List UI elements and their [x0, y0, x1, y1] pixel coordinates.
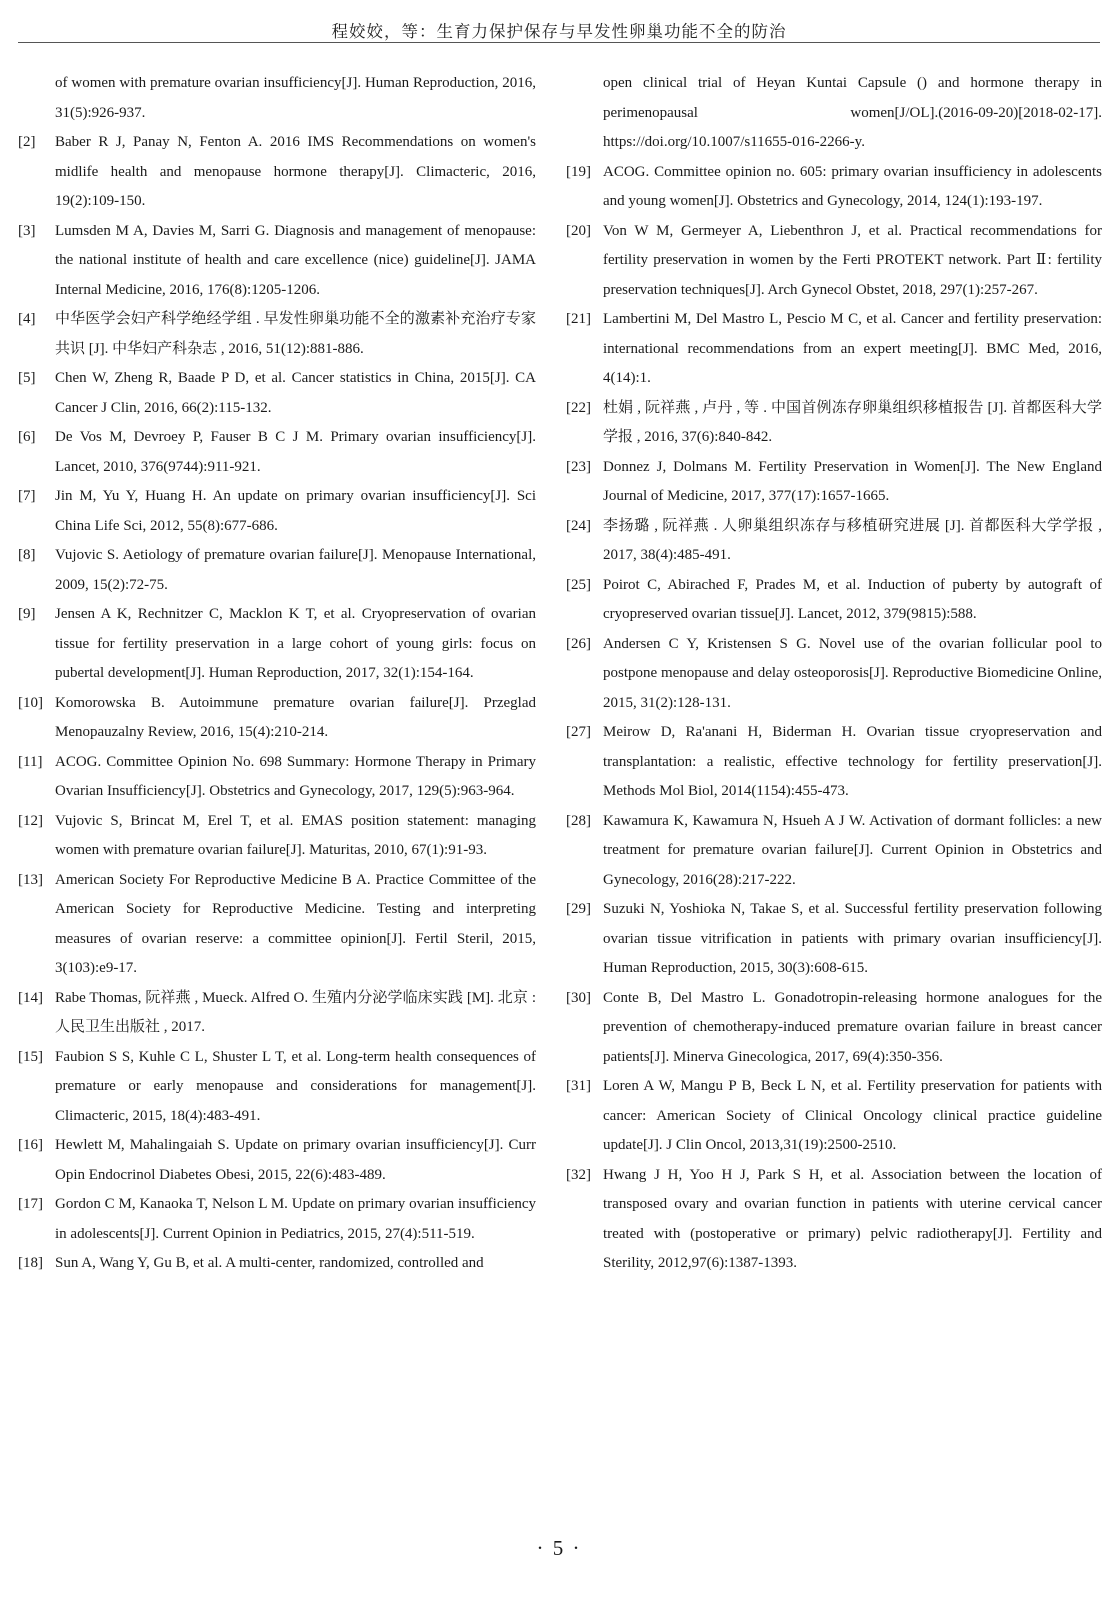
reference-text: Komorowska B. Autoimmune premature ovarian failure[J]. Przeglad Menopauzalny Review, 2016, 15(4):210-214. — [55, 694, 536, 740]
reference-text: Conte B, Del Mastro L. Gonadotropin-releasing hormone analogues for the prevention of chemotherapy-induced premature ovarian failure in breast cancer patients[J]. Minerva Ginecologica, 2017, 69(4):350-356. — [603, 989, 1102, 1065]
reference-number: [9] — [18, 606, 36, 622]
reference-number: [28] — [566, 812, 591, 829]
reference-item — [566, 630, 1102, 719]
reference-item — [18, 69, 536, 128]
reference-text: Lumsden M A, Davies M, Sarri G. Diagnosis and management of menopause: the national institute of health and care excellence (nice) guideline[J]. JAMA Internal Medicine, 2016, 176(8):1205-1206. — [55, 222, 536, 298]
reference-text: Andersen C Y, Kristensen S G. Novel use of the ovarian follicular pool to postpone menopause and delay osteoporosis[J]. Reproductive Biomedicine Online, 2015, 31(2):128-131. — [603, 635, 1102, 711]
reference-item — [566, 807, 1102, 896]
reference-text: De Vos M, Devroey P, Fauser B C J M. Primary ovarian insufficiency[J]. Lancet, 2010, 376(9744):911-921. — [55, 429, 536, 475]
reference-text: Sun A, Wang Y, Gu B, et al. A multi-center, randomized, controlled and — [55, 1255, 484, 1271]
reference-text: open clinical trial of Heyan Kuntai Capsule () and hormone therapy in perimenopausal women[J/OL].(2016-09-20)[2018-02-17]. https://doi.org/10.1007/s11655-016-2266-y. — [603, 75, 1102, 150]
reference-text: 李扬璐 , 阮祥燕 . 人卵巢组织冻存与移植研究进展 [J]. 首都医科大学学报 , 2017, 38(4):485-491. — [603, 517, 1102, 563]
reference-text: American Society For Reproductive Medicine B A. Practice Committee of the American Society for Reproductive Medicine. Testing and interpreting measures of ovarian reserve: a committee opinion[J]. Fertil Steril, 2015, 3(103):e9-17. — [55, 871, 536, 976]
reference-item — [18, 600, 536, 689]
reference-item — [18, 217, 536, 306]
reference-number: [2] — [18, 134, 36, 150]
reference-number: [14] — [18, 989, 43, 1006]
reference-number: [24] — [566, 517, 591, 534]
header-divider — [18, 42, 1100, 43]
reference-number: [3] — [18, 222, 36, 239]
reference-number: [17] — [18, 1196, 43, 1212]
reference-text: Hwang J H, Yoo H J, Park S H, et al. Association between the location of transposed ovary and ovarian function in patients with uterine cervical cancer treated with (postoperative or primary) pelvic radiotherapy[J]. Fertility and Sterility, 2012,97(6):1387-1393. — [603, 1166, 1102, 1271]
reference-number: [6] — [18, 429, 36, 445]
reference-number: [26] — [566, 635, 591, 652]
reference-item — [566, 69, 1102, 158]
reference-text: ACOG. Committee Opinion No. 698 Summary: Hormone Therapy in Primary Ovarian Insufficiency[J]. Obstetrics and Gynecology, 2017, 129(5):963-964. — [55, 753, 536, 799]
reference-item — [18, 689, 536, 748]
reference-item — [18, 1131, 536, 1190]
reference-item — [566, 305, 1102, 394]
reference-number: [4] — [18, 311, 36, 327]
reference-number: [21] — [566, 311, 591, 327]
reference-text: Donnez J, Dolmans M. Fertility Preservation in Women[J]. The New England Journal of Medicine, 2017, 377(17):1657-1665. — [603, 458, 1102, 504]
reference-item — [566, 158, 1102, 217]
reference-text: Vujovic S. Aetiology of premature ovarian failure[J]. Menopause International, 2009, 15(2):72-75. — [55, 547, 536, 593]
reference-item — [18, 866, 536, 984]
reference-column-right — [566, 69, 1102, 1279]
reference-item — [566, 895, 1102, 984]
reference-number: [30] — [566, 989, 591, 1006]
reference-text: Poirot C, Abirached F, Prades M, et al. Induction of puberty by autograft of cryopreserved ovarian tissue[J]. Lancet, 2012, 379(9815):588. — [603, 576, 1102, 622]
reference-number: [11] — [18, 753, 43, 770]
running-header-title: 程姣姣，等：生育力保护保存与早发性卵巢功能不全的防治 — [331, 22, 787, 41]
reference-number: [25] — [566, 576, 591, 593]
reference-item — [18, 423, 536, 482]
reference-item — [566, 1161, 1102, 1279]
reference-text: Rabe Thomas, 阮祥燕 , Mueck. Alfred O. 生殖内分泌学临床实践 [M]. 北京 : 人民卫生出版社 , 2017. — [55, 989, 536, 1035]
reference-text: Baber R J, Panay N, Fenton A. 2016 IMS Recommendations on women's midlife health and menopause hormone therapy[J]. Climacteric, 2016, 19(2):109-150. — [55, 134, 536, 209]
reference-number: [18] — [18, 1255, 43, 1271]
reference-text: 中华医学会妇产科学绝经学组 . 早发性卵巢功能不全的激素补充治疗专家共识 [J]. 中华妇产科杂志 , 2016, 51(12):881-886. — [55, 311, 536, 357]
reference-number: [7] — [18, 488, 36, 504]
reference-text: Jin M, Yu Y, Huang H. An update on primary ovarian insufficiency[J]. Sci China Life Sci, 2012, 55(8):677-686. — [55, 488, 536, 534]
reference-item — [18, 482, 536, 541]
reference-item — [18, 364, 536, 423]
reference-number: [23] — [566, 458, 591, 475]
reference-text: Meirow D, Ra'anani H, Biderman H. Ovarian tissue cryopreservation and transplantation: a realistic, effective technology for fertility preservation[J]. Methods Mol Biol, 2014(1154):455-473. — [603, 724, 1102, 799]
reference-text: Suzuki N, Yoshioka N, Takae S, et al. Successful fertility preservation following ovarian tissue vitrification in patients with primary ovarian insufficiency[J]. Human Reproduction, 2015, 30(3):608-615. — [603, 901, 1102, 976]
reference-text: Von W M, Germeyer A, Liebenthron J, et al. Practical recommendations for fertility preservation in women by the Ferti PROTEKT network. Part Ⅱ: fertility preservation techniques[J]. Arch Gynecol Obstet, 2018, 297(1):257-267. — [603, 222, 1102, 298]
reference-number: [8] — [18, 547, 36, 563]
reference-item — [566, 453, 1102, 512]
reference-item — [18, 748, 536, 807]
reference-number: [20] — [566, 222, 591, 239]
reference-text: Kawamura K, Kawamura N, Hsueh A J W. Activation of dormant follicles: a new treatment for premature ovarian failure[J]. Current Opinion in Obstetrics and Gynecology, 2016(28):217-222. — [603, 812, 1102, 888]
reference-text: Loren A W, Mangu P B, Beck L N, et al. Fertility preservation for patients with cancer: American Society of Clinical Oncology clinical practice guideline update[J]. J Clin Oncol, 2013,31(19):2500-2510. — [603, 1078, 1102, 1153]
reference-item — [18, 1249, 536, 1279]
reference-number: [12] — [18, 812, 43, 829]
reference-column-left — [18, 69, 536, 1279]
reference-item — [18, 1190, 536, 1249]
reference-number: [31] — [566, 1078, 591, 1094]
reference-text: Vujovic S, Brincat M, Erel T, et al. EMAS position statement: managing women with premature ovarian failure[J]. Maturitas, 2010, 67(1):91-93. — [55, 812, 536, 858]
reference-item — [566, 571, 1102, 630]
reference-text: of women with premature ovarian insufficiency[J]. Human Reproduction, 2016, 31(5):926-937. — [55, 75, 536, 121]
reference-number: [32] — [566, 1166, 591, 1183]
reference-item — [566, 394, 1102, 453]
reference-number: [16] — [18, 1137, 43, 1153]
reference-item — [18, 541, 536, 600]
reference-number: [13] — [18, 871, 43, 888]
reference-text: Jensen A K, Rechnitzer C, Macklon K T, et al. Cryopreservation of ovarian tissue for fertility preservation in a large cohort of young girls: focus on pubertal development[J]. Human Reproduction, 2017, 32(1):154-164. — [55, 606, 536, 681]
reference-number: [10] — [18, 694, 43, 711]
reference-text: Hewlett M, Mahalingaiah S. Update on primary ovarian insufficiency[J]. Curr Opin Endocrinol Diabetes Obesi, 2015, 22(6):483-489. — [55, 1137, 536, 1183]
reference-item — [566, 512, 1102, 571]
page-number: · 5 · — [536, 1536, 582, 1560]
reference-text: 杜娟 , 阮祥燕 , 卢丹 , 等 . 中国首例冻存卵巢组织移植报告 [J]. 首都医科大学学报 , 2016, 37(6):840-842. — [603, 399, 1102, 445]
reference-number: [29] — [566, 901, 591, 917]
reference-item — [18, 128, 536, 217]
reference-item — [18, 984, 536, 1043]
reference-text: ACOG. Committee opinion no. 605: primary ovarian insufficiency in adolescents and young women[J]. Obstetrics and Gynecology, 2014, 124(1):193-197. — [603, 163, 1102, 209]
reference-item — [566, 718, 1102, 807]
reference-item — [566, 984, 1102, 1073]
reference-number: [27] — [566, 724, 591, 740]
reference-item — [18, 305, 536, 364]
reference-text: Lambertini M, Del Mastro L, Pescio M C, et al. Cancer and fertility preservation: international recommendations from an expert meeting[J]. BMC Med, 2016, 4(14):1. — [603, 311, 1102, 386]
reference-text: Gordon C M, Kanaoka T, Nelson L M. Update on primary ovarian insufficiency in adolescents[J]. Current Opinion in Pediatrics, 2015, 27(4):511-519. — [55, 1196, 536, 1242]
reference-number: [5] — [18, 370, 36, 386]
reference-number: [15] — [18, 1048, 43, 1065]
reference-item — [18, 1043, 536, 1132]
reference-item — [566, 217, 1102, 306]
reference-text: Faubion S S, Kuhle C L, Shuster L T, et al. Long-term health consequences of premature or early menopause and considerations for management[J]. Climacteric, 2015, 18(4):483-491. — [55, 1048, 536, 1124]
reference-text: Chen W, Zheng R, Baade P D, et al. Cancer statistics in China, 2015[J]. CA Cancer J Clin, 2016, 66(2):115-132. — [55, 370, 536, 416]
reference-number: [22] — [566, 399, 591, 416]
reference-item — [18, 807, 536, 866]
reference-item — [566, 1072, 1102, 1161]
reference-number: [19] — [566, 163, 591, 180]
